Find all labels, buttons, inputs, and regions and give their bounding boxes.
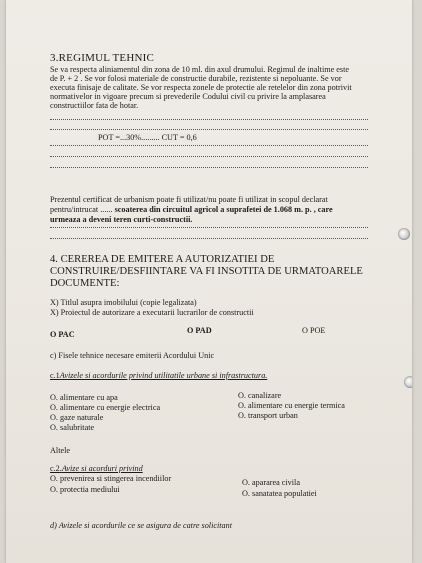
regim-line-4: normativelor in vigoare precum si prevederile Codului civil cu privire la amplasarea bbox=[50, 92, 326, 101]
fise-tehnice: c) Fisele tehnice necesare emiterii Acordului Unic bbox=[50, 351, 215, 360]
dotted-line bbox=[50, 227, 368, 228]
regim-line-5: constructiilor fata de hotar. bbox=[50, 101, 139, 110]
avize-privind-prefix: c.2. bbox=[50, 464, 62, 473]
dotted-line bbox=[50, 129, 368, 130]
document-item-title: X) Titlul asupra imobilului (copie legalizata) bbox=[50, 298, 197, 307]
binder-hole-icon bbox=[404, 376, 412, 388]
option-alimentare-apa[interactable]: O. alimentare cu apa bbox=[50, 393, 118, 402]
option-energie-termica[interactable]: O. alimentare cu energie termica bbox=[238, 401, 345, 410]
certificat-line-2-bold: scoaterea din circuitul agricol a suprafetei de 1.068 m. p. , care bbox=[114, 205, 333, 214]
document-item-project: X) Proiectul de autorizare a executarii lucrarilor de constructii bbox=[50, 308, 254, 317]
dotted-line bbox=[50, 119, 368, 120]
section-4-heading-line-1: 4. CEREREA DE EMITERE A AUTORIZATIEI DE bbox=[50, 254, 275, 265]
option-energie-electrica[interactable]: O. alimentare cu energie electrica bbox=[50, 403, 161, 412]
option-pac[interactable]: O PAC bbox=[50, 330, 75, 339]
avize-solicitant-prefix: d) bbox=[50, 521, 57, 530]
certificat-line-3: urmeaza a deveni teren curti-constructii. bbox=[50, 215, 193, 224]
dotted-line bbox=[50, 167, 368, 168]
section-3-heading: 3.REGIMUL TEHNIC bbox=[50, 52, 155, 64]
option-gaze-naturale[interactable]: O. gaze naturale bbox=[50, 413, 104, 422]
option-sanatatea-populatiei[interactable]: O. sanatatea populatiei bbox=[242, 489, 317, 498]
regim-line-3: executa finisaje de calitate. Se vor respecta zonele de protectie ale retelelor din zona potrivit bbox=[50, 83, 352, 92]
option-poe[interactable]: O POE bbox=[302, 326, 326, 335]
document-page bbox=[6, 0, 412, 563]
dotted-line bbox=[50, 156, 368, 157]
option-protectia-mediului[interactable]: O. protectia mediului bbox=[50, 485, 120, 494]
dotted-line bbox=[50, 238, 368, 239]
section-4-heading-line-2: CONSTRUIRE/DESFIINTARE VA FI INSOTITA DE URMATOARELE bbox=[50, 266, 363, 277]
option-pad[interactable]: O PAD bbox=[187, 326, 212, 335]
binder-hole-icon bbox=[398, 228, 410, 240]
section-4-heading-line-3: DOCUMENTE: bbox=[50, 278, 120, 289]
avize-utilitati-prefix: c.1 bbox=[50, 371, 60, 380]
dotted-line bbox=[50, 145, 368, 146]
avize-solicitant-heading: Avizele si acordurile ce se asigura de catre solicitant bbox=[58, 521, 232, 530]
option-transport-urban[interactable]: O. transport urban bbox=[238, 411, 298, 420]
regim-line-1: Se va respecta aliniamentul din zona de 10 ml. din axul drumului. Regimul de inaltime este bbox=[50, 65, 349, 74]
certificat-line-2-prefix: pentru/intrucat ...... bbox=[50, 205, 113, 214]
avize-utilitati-heading: Avizele si acordurile privind utilitatile urbane si infrastructura. bbox=[59, 371, 268, 380]
certificat-line-1: Prezentul certificat de urbanism poate fi utilizat/nu poate fi utilizat in scopul declarat bbox=[50, 195, 328, 204]
option-salubritate[interactable]: O. salubritate bbox=[50, 423, 95, 432]
regim-line-2: de P. + 2 . Se vor folosi materiale de constructie durabile, rezistente si nepoluante. Se vor bbox=[50, 74, 342, 83]
option-apararea-civila[interactable]: O. apararea civila bbox=[242, 478, 300, 487]
avize-privind-heading: Avize si acorduri privind bbox=[61, 464, 143, 473]
option-canalizare[interactable]: O. canalizare bbox=[238, 391, 282, 400]
option-stingere-incendii[interactable]: O. prevenirea si stingerea incendiilor bbox=[50, 474, 172, 483]
pot-cut-values: POT =...30%......... CUT = 0,6 bbox=[98, 133, 197, 142]
altele-label: Altele bbox=[50, 446, 71, 455]
